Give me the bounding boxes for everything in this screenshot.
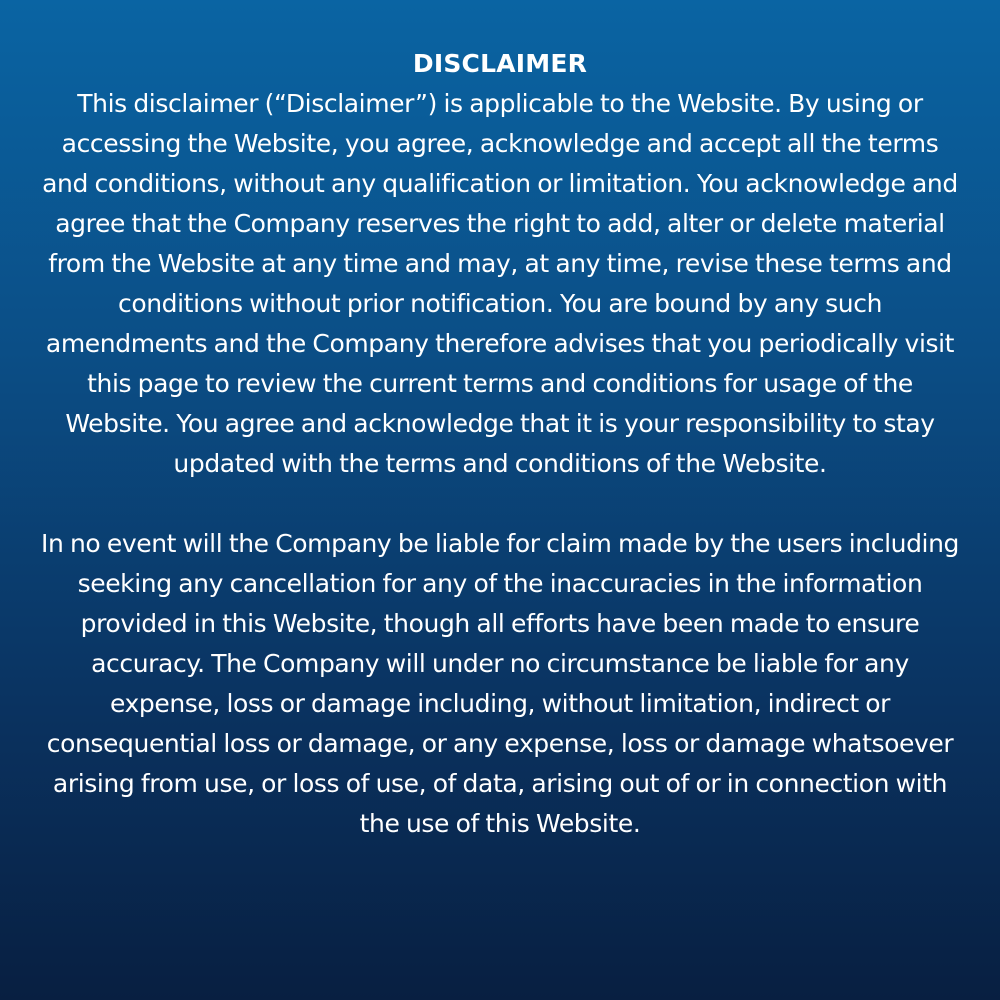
paragraph-spacer bbox=[40, 484, 960, 524]
page-title: DISCLAIMER bbox=[412, 49, 588, 78]
disclaimer-paragraph-2: In no event will the Company be liable for claim made by the users including seeking any cancellation for any of the inaccuracies in the information provided in this Website, though all efforts have been made to ensure accuracy. The Company will under no circumstance be liable for any expense, loss or damage including, without limitation, indirect or consequential loss or damage, or any expense, loss or damage whatsoever arising from use, or loss of use, of data, arising out of or in connection with the use of this Website. bbox=[40, 529, 960, 838]
disclaimer-paragraph-1: This disclaimer (“Disclaimer”) is applicable to the Website. By using or accessing the Website, you agree, acknowledge and accept all the terms and conditions, without any qualification or limitation. You acknowledge and agree that the Company reserves the right to add, alter or delete material from the Website at any time and may, at any time, revise these terms and conditions without prior notification. You are bound by any such amendments and the Company therefore advises that you periodically visit this page to review the current terms and conditions for usage of the Website. You agree and acknowledge that it is your responsibility to stay updated with the terms and conditions of the Website. bbox=[42, 89, 958, 478]
